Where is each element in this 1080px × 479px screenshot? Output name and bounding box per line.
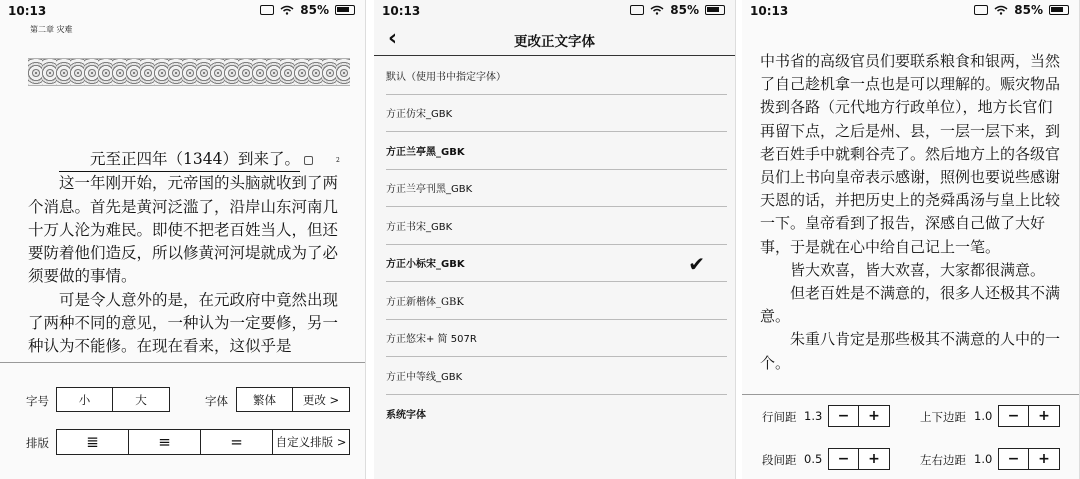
paragraph: 元至正四年（1344）到来了。	[59, 148, 300, 172]
message-icon	[974, 5, 988, 15]
battery-icon	[705, 5, 725, 15]
title-bar	[374, 22, 735, 56]
font-option-label: 方正兰亭黑_GBK	[386, 146, 465, 158]
reader-panel-left	[0, 0, 366, 479]
font-option[interactable]	[386, 357, 727, 395]
paragraph-spacing-stepper	[828, 448, 890, 470]
font-option[interactable]	[386, 320, 727, 358]
font-select-panel	[374, 0, 736, 479]
paragraph-spacing-label: 段间距	[762, 453, 797, 467]
font-size-label: 字号	[26, 394, 49, 408]
line-spacing-label: 行间距	[762, 410, 797, 424]
font-option[interactable]	[386, 170, 727, 208]
font-option-label: 方正中等线_GBK	[386, 371, 463, 383]
left-right-margin-plus-button[interactable]: +	[1038, 451, 1050, 467]
layout-group	[56, 429, 350, 455]
paragraph: 但老百姓是不满意的，很多人还极其不满意。	[760, 284, 1061, 326]
font-size-group	[56, 387, 170, 412]
font-option-label: 方正仿宋_GBK	[386, 109, 453, 121]
layout-medium-button[interactable]: ≡	[129, 430, 201, 454]
top-bottom-margin-value: 1.0	[974, 409, 993, 423]
paragraph-spacing-plus-button[interactable]: +	[868, 451, 880, 467]
paragraph-spacing-value: 0.5	[804, 452, 823, 466]
font-option-label: 方正书宋_GBK	[386, 221, 453, 233]
wifi-icon	[650, 5, 664, 15]
font-option-label: 方正新楷体_GBK	[386, 296, 464, 308]
top-bottom-margin-plus-button[interactable]: +	[1038, 408, 1050, 424]
chapter-title: 第二章 灾难	[30, 25, 73, 34]
line-spacing-plus-button[interactable]: +	[868, 408, 880, 424]
paragraph: 朱重八肯定是那些极其不满意的人中的一个。	[760, 330, 1061, 372]
layout-dense-button[interactable]: ≣	[57, 430, 129, 454]
left-right-margin-minus-button[interactable]: −	[999, 449, 1029, 469]
font-option[interactable]	[386, 95, 727, 133]
wifi-icon	[280, 5, 294, 15]
line-spacing-stepper	[828, 405, 890, 427]
page-title: 更改正文字体	[514, 34, 595, 50]
font-option-label: 默认（使用书中指定字体）	[386, 71, 506, 83]
status-time: 10:13	[382, 4, 421, 18]
font-size-small-button[interactable]: 小	[57, 388, 113, 411]
layout-custom-button[interactable]: 自定义排版 >	[275, 435, 347, 449]
battery-percent: 85%	[300, 3, 329, 17]
message-icon	[260, 5, 274, 15]
font-change-button[interactable]: 更改 >	[302, 392, 340, 407]
font-option[interactable]	[386, 395, 727, 433]
reading-text[interactable]	[760, 50, 1060, 375]
checkmark-icon: ✔	[688, 251, 705, 276]
font-option[interactable]	[386, 282, 727, 320]
font-traditional-button[interactable]: 繁体	[237, 388, 293, 411]
battery-percent: 85%	[1014, 3, 1043, 17]
message-icon	[630, 5, 644, 15]
paragraph-spacing-minus-button[interactable]: −	[829, 449, 859, 469]
left-right-margin-label: 左右边距	[920, 453, 966, 467]
line-spacing-minus-button[interactable]: −	[829, 406, 859, 426]
font-option[interactable]	[386, 57, 727, 95]
font-option-label: 方正悠宋+ 简 507R	[386, 334, 477, 346]
font-option-label: 方正兰亭刊黑_GBK	[386, 184, 473, 196]
spacing-settings-panel	[742, 394, 1079, 479]
font-option-selected[interactable]	[386, 245, 727, 283]
font-group	[236, 387, 350, 412]
status-time: 10:13	[750, 4, 789, 18]
wifi-icon	[994, 5, 1008, 15]
left-right-margin-stepper	[998, 448, 1060, 470]
paragraph: 可是令人意外的是，在元政府中竟然出现了两种不同的意见，一种认为一定要修，另一种认为不能修。在现在看来，这似乎是	[28, 290, 339, 356]
battery-percent: 85%	[670, 3, 699, 17]
font-option-label: 方正小标宋_GBK	[386, 259, 465, 271]
status-bar	[742, 0, 1079, 22]
paragraph: 这一年刚开始，元帝国的头脑就收到了两个消息。首先是黄河泛滥了，沿岸山东河南几十万人沦为难民。即使不把老百姓当人，但还要防着他们造反，所以修黄河河堤就成为了必须要做的事情。	[28, 174, 339, 286]
reading-text[interactable]	[28, 148, 350, 359]
line-spacing-value: 1.3	[804, 409, 823, 423]
reader-panel-right	[742, 0, 1080, 479]
font-label: 字体	[205, 394, 228, 408]
paragraph: 中书省的高级官员们要联系粮食和银两，当然了自己趁机拿一点也是可以理解的。赈灾物品拨到各路（元代地方行政单位），地方长官们再留下点，之后是州、县，一层一层下来，到老百姓手中就剩谷壳了。然后地方上的各级官员们上书向皇帝表示感谢，照例也要说些感谢天恩的话，并把历史上的尧舜禹汤与皇上比较一下。皇帝看到了报告，深感自己做了大好事，于是就在心中给自己记上一笔。	[760, 52, 1061, 256]
footnote-icon[interactable]: 2	[304, 156, 313, 165]
font-option[interactable]	[386, 207, 727, 245]
top-bottom-margin-minus-button[interactable]: −	[999, 406, 1029, 426]
back-arrow-icon[interactable]: ‹	[388, 26, 398, 51]
status-bar	[374, 0, 735, 22]
top-bottom-margin-label: 上下边距	[920, 410, 966, 424]
status-bar	[0, 0, 365, 22]
font-option-label: 系统字体	[386, 409, 426, 421]
battery-icon	[335, 5, 355, 15]
font-option[interactable]	[386, 132, 727, 170]
settings-panel	[0, 362, 365, 479]
layout-loose-button[interactable]: =	[201, 430, 273, 454]
layout-label: 排版	[26, 436, 49, 450]
font-list	[374, 57, 735, 432]
status-time: 10:13	[8, 4, 47, 18]
left-right-margin-value: 1.0	[974, 452, 993, 466]
chapter-header-ornament	[28, 58, 350, 86]
top-bottom-margin-stepper	[998, 405, 1060, 427]
battery-icon	[1049, 5, 1069, 15]
font-size-large-button[interactable]: 大	[135, 392, 147, 407]
paragraph: 皆大欢喜，皆大欢喜，大家都很满意。	[790, 260, 1046, 279]
